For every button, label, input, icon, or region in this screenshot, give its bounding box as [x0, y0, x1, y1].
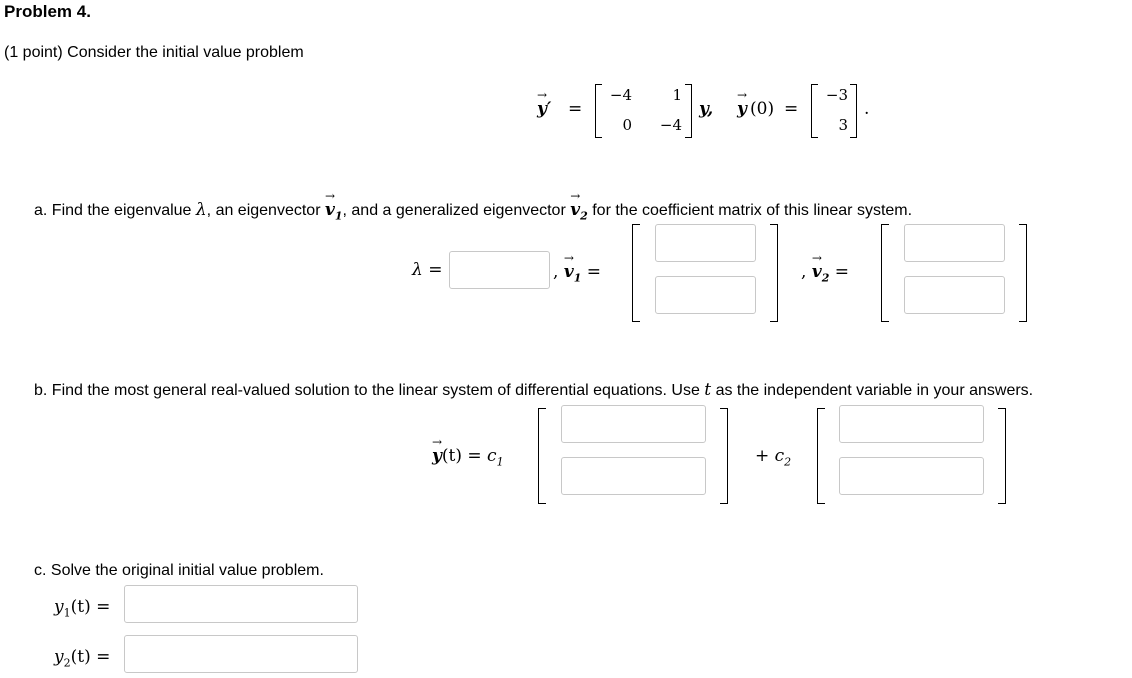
matrix-right-bracket: [685, 84, 692, 138]
ic-top: −3: [825, 86, 848, 104]
y2-input[interactable]: [124, 635, 358, 673]
ic-left-bracket: [811, 84, 818, 138]
c1-right-bracket: [720, 408, 728, 504]
eq-end: .: [864, 99, 870, 119]
v2-top-input[interactable]: [904, 224, 1005, 262]
matrix-a21: 0: [622, 116, 632, 134]
v2-label: , → $v_2$ =: [801, 262, 849, 284]
lambda-label: λ =: [412, 260, 443, 280]
part-b-prompt: b. Find the most general real-valued solution to the linear system of differential equations. Use t as the independent variable in your answers.: [34, 380, 1034, 400]
plus-c2-label: + $c_2$: [755, 446, 792, 469]
part-c-prompt: c. Solve the original initial value problem.: [34, 562, 324, 579]
general-solution-label: → $y(t) = c_1$: [432, 446, 504, 468]
v1-bottom-input[interactable]: [655, 276, 756, 314]
matrix-left-bracket: [595, 84, 602, 138]
y1-label: $y_1(t)$ =: [54, 597, 111, 620]
v2-right-bracket: [1019, 224, 1027, 322]
eq-equals: =: [568, 99, 583, 119]
c2-top-input[interactable]: [839, 405, 984, 443]
v1-top-input[interactable]: [655, 224, 756, 262]
ic-bottom: 3: [838, 116, 848, 134]
y2-label: $y_2(t)$ =: [54, 647, 111, 670]
problem-intro: (1 point) Consider the initial value problem: [4, 44, 304, 61]
ic-equals: =: [784, 99, 799, 119]
y1-input[interactable]: [124, 585, 358, 623]
v2-left-bracket: [881, 224, 889, 322]
v1-left-bracket: [632, 224, 640, 322]
part-a-prompt: a. Find the eigenvalue λ, an eigenvector → $v_1$, and a generalized eigenvector → $v_2$ for the coefficient matrix of this linear system.: [34, 200, 912, 222]
c2-bottom-input[interactable]: [839, 457, 984, 495]
c1-top-input[interactable]: [561, 405, 706, 443]
matrix-a12: 1: [672, 86, 682, 104]
ic-y: → y: [737, 99, 747, 119]
eq-lhs: → y′: [537, 99, 551, 119]
problem-title: Problem 4.: [4, 2, 91, 21]
lambda-input[interactable]: [449, 251, 550, 289]
v2-bottom-input[interactable]: [904, 276, 1005, 314]
matrix-a22: −4: [659, 116, 682, 134]
c2-left-bracket: [817, 408, 825, 504]
c2-right-bracket: [998, 408, 1006, 504]
ic-arg: (0): [750, 99, 775, 119]
c1-left-bracket: [538, 408, 546, 504]
ic-right-bracket: [850, 84, 857, 138]
v1-right-bracket: [770, 224, 778, 322]
c1-bottom-input[interactable]: [561, 457, 706, 495]
matrix-a11: −4: [609, 86, 632, 104]
eq-y: y,: [699, 99, 714, 119]
v1-label: , → $v_1$ =: [553, 262, 601, 284]
